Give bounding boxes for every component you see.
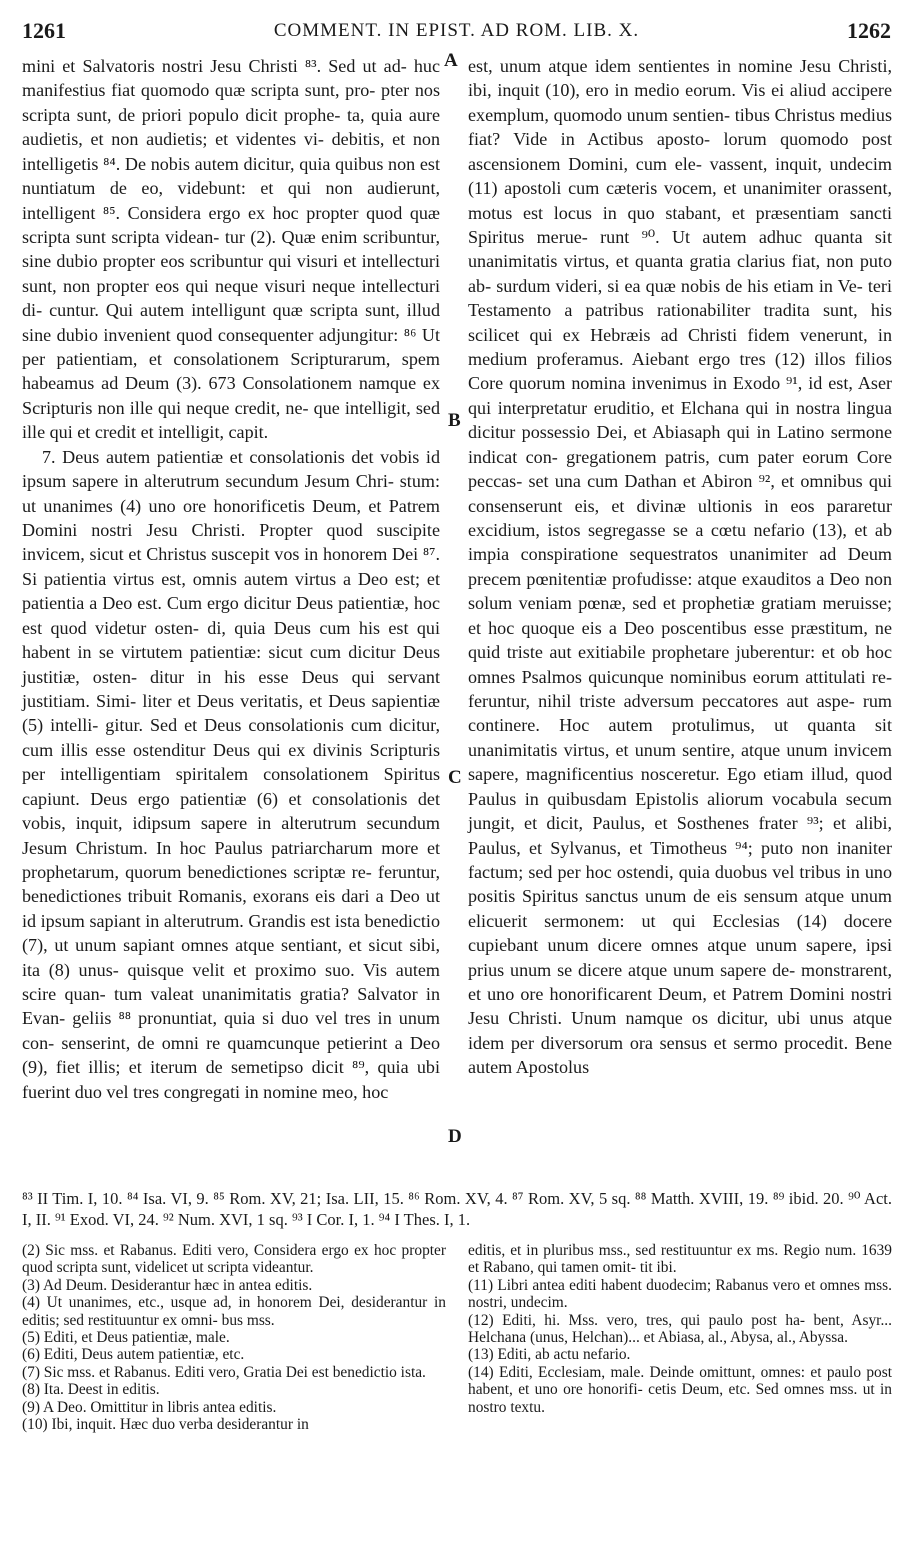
footnote: (11) Libri antea editi habent duodecim; Rabanus vero et omnes mss. nostri, undecim. — [468, 1276, 892, 1312]
margin-marker-a: A — [444, 50, 458, 71]
margin-marker-c: C — [448, 767, 462, 788]
footnotes-left — [22, 1242, 446, 1433]
footnote: (14) Editi, Ecclesiam, male. Deinde omittunt, omnes: et paulo post habent, et uno ore honorifi- cetis Deum, etc. Sed omnes mss. ut in nostro textu. — [468, 1363, 892, 1416]
footnote: (9) A Deo. Omittitur in libris antea editis. — [22, 1398, 277, 1416]
right-page-number: 1262 — [847, 18, 891, 43]
right-text-column — [468, 54, 892, 1080]
footnote: (13) Editi, ab actu nefario. — [468, 1346, 631, 1364]
margin-marker-d: D — [448, 1126, 462, 1147]
footnote: (10) Ibi, inquit. Hæc duo verba desiderantur in — [22, 1416, 309, 1434]
running-header — [0, 14, 913, 48]
margin-marker-b: B — [448, 410, 461, 431]
footnote: editis, et in pluribus mss., sed restituuntur ex ms. Regio num. 1639 et Rabano, qui tamen omit- tit ibi. — [468, 1242, 892, 1277]
footnote: (3) Ad Deum. Desiderantur hæc in antea editis. — [22, 1276, 313, 1294]
footnote: (2) Sic mss. et Rabanus. Editi vero, Considera ergo ex hoc propter quod scripta sunt, videlicet ut scripta videantur. — [22, 1242, 446, 1277]
footnote: (7) Sic mss. et Rabanus. Editi vero, Gratia Dei est benedictio ista. — [22, 1363, 426, 1381]
left-paragraph-1: mini et Salvatoris nostri Jesu Christi ⁸³. Sed ut ad- huc manifestius fiat quomodo quæ scripta sunt, pro- pter nos scripta sunt, de priori populo dicit prophe- ta, quia aure audietis, et non audietis; et videntes vi- debitis, et non intelligetis ⁸⁴. De nobis autem dicitur, quia quibus non est nuntiatum de eo, videbunt: et qui non audierunt, intelligent ⁸⁵. Considera ergo ex hoc propter quod quæ scripta sunt scripta videan- tur (2). Quæ enim scribuntur, sine dubio propter eos scribuntur qui visuri et intellecturi sunt, non propter eos qui neque visuri neque intellecturi di- cuntur. Qui autem intelligunt quæ scripta sunt, illud sine dubio invenient quod consequenter adjungitur: ⁸⁶ Ut per patientiam, et consolationem Scripturarum, spem habeamus ad Deum (3). 673 Consolationem namque ex Scripturis non ille qui neque credit, ne- que intelligit, sed ille qui et credit et intelligit, capit. — [22, 56, 440, 443]
footnote: (12) Editi, hi. Mss. vero, tres, qui paulo post ha- bent, Asyr... Helchana (unus, Helchan)... et Abiasa, al., Abysa, al., Abyssa. — [468, 1311, 892, 1347]
footnote: (5) Editi, et Deus patientiæ, male. — [22, 1329, 230, 1347]
footnote: (4) Ut unanimes, etc., usque ad, in honorem Dei, desiderantur in editis; sed restituuntur ex omni- bus mss. — [22, 1294, 446, 1329]
left-page-number: 1261 — [22, 18, 66, 43]
right-paragraph-1: est, unum atque idem sentientes in nomine Jesu Christi, ibi, inquit (10), ero in medio eorum. Vis ei aliud accipere exemplum, quomodo unum sentien- tibus Christus medius fiat? Vide in Actibus aposto- lorum quomodo post ascensionem Domini, cum ele- vassent, inquit, undecim (11) apostoli cum cæteris vocem, et unanimiter orassent, motus est locus in quo stabant, et præsentiam sancti Spiritus merue- runt ⁹⁰. Ut autem adhuc quanta sit unanimitatis virtus, et quanta gratia clarius fiat, non puto ab- surdum videri, si ea quæ nobis de his etiam in Ve- teri Testamento a patribus rationabiliter tradita sunt, his scilicet qui ex Hebræis ad Christi fidem venerunt, in medium proferamus. Aiebant ergo tres (12) illos filios Core quorum nomina invenimus in Exodo ⁹¹, id est, Aser qui interpretatur eruditio, et Elchana qui in nostra lingua dicitur possessio Dei, et Abiasaph qui in Latino sermone indicat con- gregationem patris, cum pater eorum Core peccas- set una cum Dathan et Abiron ⁹², et omnibus qui consenserunt eis, et divinæ ultionis in eos pararetur excidium, istos segregasse se a cœtu nefario (13), et ab impia conspiratione sequestratos unanimiter ad Deum precem pœnitentiæ profudisse: atque exauditos a Deo non solum veniam pœnæ, sed et prophetiæ gratiam meruisse; et hoc quoque eis a Deo poscentibus esse præstitum, ne quid triste aut exitiabile prophetare juberentur: et ob hoc omnes Psalmos quicunque nominibus eorum attitulati re- feruntur, nihil triste adversum peccatores aut aspe- rum continere. Hoc autem protulimus, ut quanta sit unanimitatis virtus, et unum sentire, atque unum invicem sapere, magnificentius nosceretur. Ego etiam illud, quod Paulus in quibusdam Epistolis aliorum vocabula secum jungit, et dicit, Paulus, et Sosthenes frater ⁹³; et alibi, Paulus, et Sylvanus, et Timotheus ⁹⁴; puto non inaniter factum; sed per hoc ostendi, quia duobus vel tribus in uno positis Spiritus sanctus unum de eis sensum atque unum elicuerit sermonem: ut qui Ecclesias (14) docere cupiebant unum dicere omnes atque unum sapere, ipsi prius unum se dicere atque unum sapere de- monstrarent, et uno ore honorificarent Deum, et Patrem Domini nostri Jesu Christi. Unum namque os dicitur, ubi unus atque idem per diversorum ora sensus et sermo procedit. Bene autem Apostolus — [468, 56, 892, 1078]
footnotes-right — [468, 1242, 892, 1416]
footnote: (8) Ita. Deest in editis. — [22, 1381, 160, 1399]
left-text-column — [22, 54, 440, 1104]
running-title: COMMENT. IN EPIST. AD ROM. LIB. X. — [273, 20, 640, 41]
scripture-references: ⁸³ II Tim. I, 10. ⁸⁴ Isa. VI, 9. ⁸⁵ Rom. XV, 21; Isa. LII, 15. ⁸⁶ Rom. XV, 4. ⁸⁷ Rom. XV, 5 sq. ⁸⁸ Matth. XVIII, 19. ⁸⁹ ibid. 20. ⁹⁰ Act. I, II. ⁹¹ Exod. VI, 24. ⁹² Num. XVI, 1 sq. ⁹³ I Cor. I, 1. ⁹⁴ I Thes. I, 1. — [22, 1189, 892, 1229]
left-paragraph-2: 7. Deus autem patientiæ et consolationis det vobis id ipsum sapere in alterutrum secundum Jesum Chri- stum: ut unanimes (4) uno ore honorificetis Deum, et Patrem Domini nostri Jesu Christi. Propter quod suscipite invicem, sicut et Christus suscepit vos in honorem Dei ⁸⁷. Si patientia virtus est, omnis autem virtus a Deo est; et patientia a Deo est. Cum ergo dicitur Deus patientiæ, hoc est quod videtur osten- di, quia Deus cum his est qui habent in se virtutem patientiæ: sicut cum dicitur Deus justitiæ, osten- ditur in his esse Deus qui servant justitiam. Simi- liter et Deus veritatis, et Deus sapientiæ (5) intelli- gitur. Sed et Deus consolationis cum dicitur, cum illis esse ostenditur Deus qui ex divinis Scripturis per intelligentiam spiritalem consolationem Spiritus capiunt. Deus ergo patientiæ (6) et consolationis det vobis, inquit, idipsum sapere in alterutrum secundum Jesum Christum. In hoc Paulus patriarcharum more et prophetarum, quorum benedictiones scriptæ re- feruntur, benedictiones tribuit Romanis, exorans eis dari a Deo ut id ipsum sapiant in alterutrum. Grandis est ista benedictio (7), ut unum sapiant omnes atque sentiant, et sicut sibi, ita (8) unus- quisque velit et proximo suo. Vis autem scire quan- tum valeat unanimitatis gratia? Salvator in Evan- geliis ⁸⁸ pronuntiat, quia si duo vel tres in unum con- senserint, de omni re quamcunque petierint a Deo (9), fiet illis; et iterum de semetipso dicit ⁸⁹, quia ubi fuerint duo vel tres congregati in nomine meo, hoc — [22, 446, 440, 1102]
footnote: (6) Editi, Deus autem patientiæ, etc. — [22, 1346, 245, 1364]
